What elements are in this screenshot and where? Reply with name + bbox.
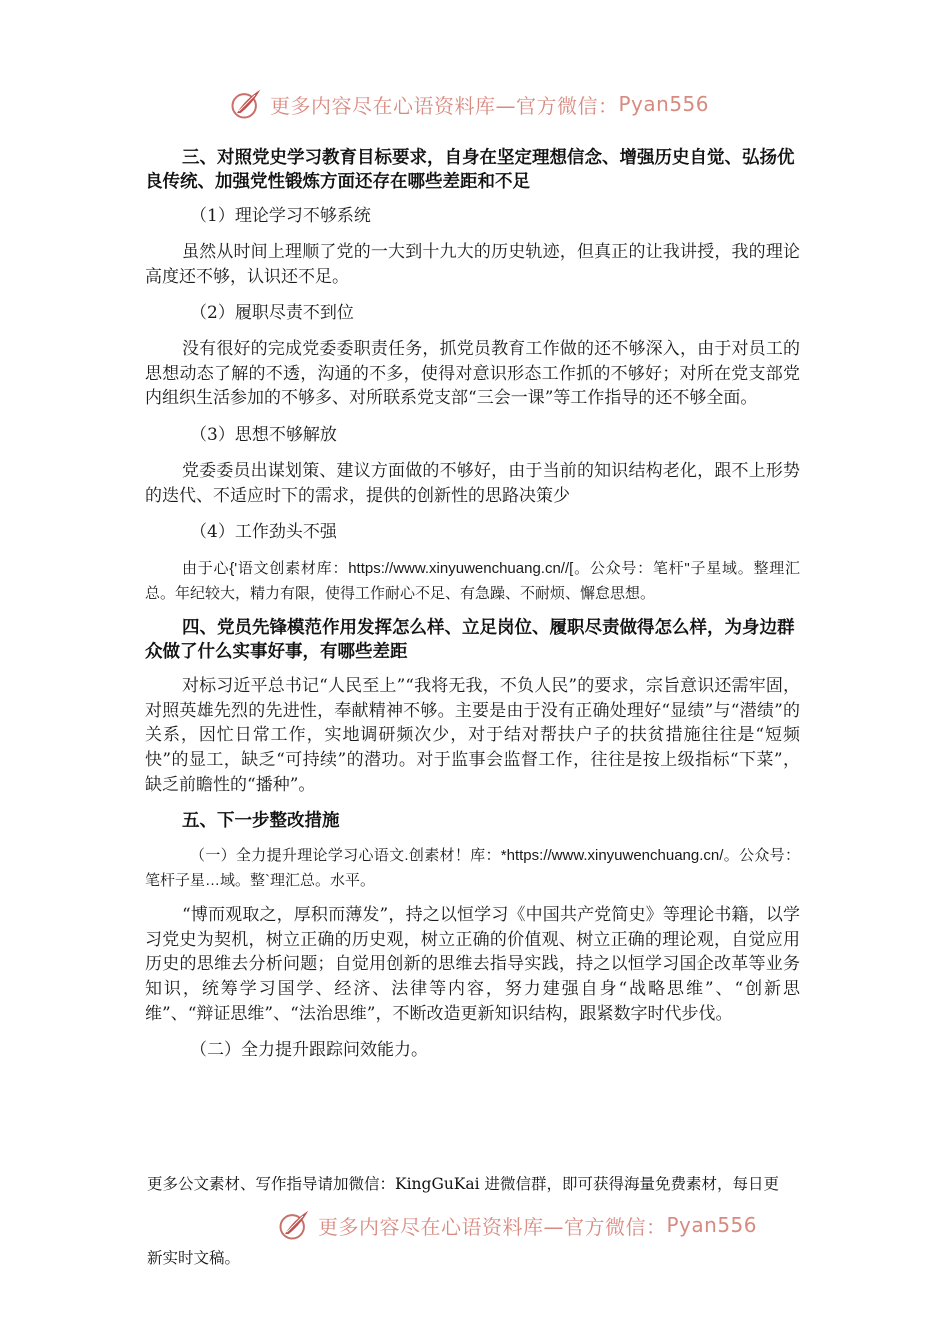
paragraph-5: 对标习近平总书记“人民至上”“我将无我，不负人民”的要求，宗旨意识还需牢固，对照英雄先烈的先进性，奉献精神不够。主要是由于没有正确处理好“显绩”与“潜绩”的关系，因忙日常工作，实地调研频次少，对于结对帮扶户子的扶贫措施往往是“短频快”的显工，缺乏“可持续”的潜功。对于监事会监督工作，往往是按上级指标“下菜”，缺乏前瞻性的“播种”。	[145, 676, 800, 795]
subheading-4: （4）工作劲头不强	[190, 522, 337, 543]
watermark-footer	[276, 1207, 757, 1243]
paragraph-1: 虽然从时间上理顺了党的一大到十九大的历史轨迹，但真正的让我讲授，我的理论高度还不够，认识还不足。	[145, 242, 800, 287]
section-5-heading: 五、下一步整改措施	[182, 811, 340, 832]
paragraph-2: 没有很好的完成党委委职责任务，抓党员教育工作做的还不够深入，由于对员工的思想动态了解的不透，沟通的不多，使得对意识形态工作抓的不够好；对所在党支部党内组织生活参加的不够多、对所联系党支部“三会一课”等工作指导的还不够全面。	[145, 339, 800, 409]
paragraph-3: 党委委员出谋划策、建议方面做的不够好，由于当前的知识结构老化，跟不上形势的迭代、不适应时下的需求，提供的创新性的思路决策少	[145, 460, 800, 506]
watermark-wechat-id: Pyan556	[618, 92, 710, 116]
subheading-5-1: （一）全力提升理论学习心语文.创素材！库：*https://www.xinyuwenchuang.cn/。公众号：笔杆子星…域。整`理汇总。水平。	[145, 847, 800, 890]
subheading-5-2: （二）全力提升跟踪问效能力。	[190, 1040, 428, 1061]
section-4-heading: 四、党员先锋模范作用发挥怎么样、立足岗位、履职尽责做得怎么样，为身边群众做了什么实事好事，有哪些差距	[145, 618, 795, 663]
quill-logo-icon	[228, 86, 264, 122]
subheading-2: （2）履职尽责不到位	[190, 303, 354, 324]
paragraph-6: “博而观取之，厚积而薄发”，持之以恒学习《中国共产党简史》等理论书籍，以学习党史为契机，树立正确的历史观，树立正确的价值观、树立正确的理论观，自觉应用历史的思维去分析问题；自觉用创新的思维去指导实践，持之以恒学习国企改革等业务知识，统筹学习国学、经济、法律等内容，努力建强自身“战略思维”、“创新思维”、“辩证思维”、“法治思维”，不断改造更新知识结构，跟紧数字时代步伐。	[145, 905, 800, 1024]
section-3-heading: 三、对照党史学习教育目标要求，自身在坚定理想信念、增强历史自觉、弘扬优良传统、加强党性锻炼方面还存在哪些差距和不足	[145, 148, 795, 192]
paragraph-4: 由于心{'语文创素材库：https://www.xinyuwenchuang.cn//[。公众号：笔杆"子星域。整理汇总。年纪较大，精力有限，使得工作耐心不足、有急躁、不耐烦、懈怠思想。	[145, 560, 800, 603]
watermark-text: 更多内容尽在心语资料库—官方微信：	[270, 93, 619, 118]
watermark-text: 更多内容尽在心语资料库—官方微信：	[318, 1214, 667, 1239]
watermark-header	[228, 86, 709, 122]
subheading-3: （3）思想不够解放	[190, 424, 337, 445]
footer-note: 更多公文素材、写作指导请加微信：KingGuKai 进微信群，即可获得海量免费素材，每日更	[147, 1175, 780, 1193]
document-body	[145, 146, 800, 1074]
quill-logo-icon	[276, 1207, 312, 1243]
subheading-1: （1）理论学习不够系统	[190, 206, 371, 226]
footer-note-tail: 新实时文稿。	[147, 1249, 241, 1267]
watermark-wechat-id: Pyan556	[666, 1213, 758, 1237]
